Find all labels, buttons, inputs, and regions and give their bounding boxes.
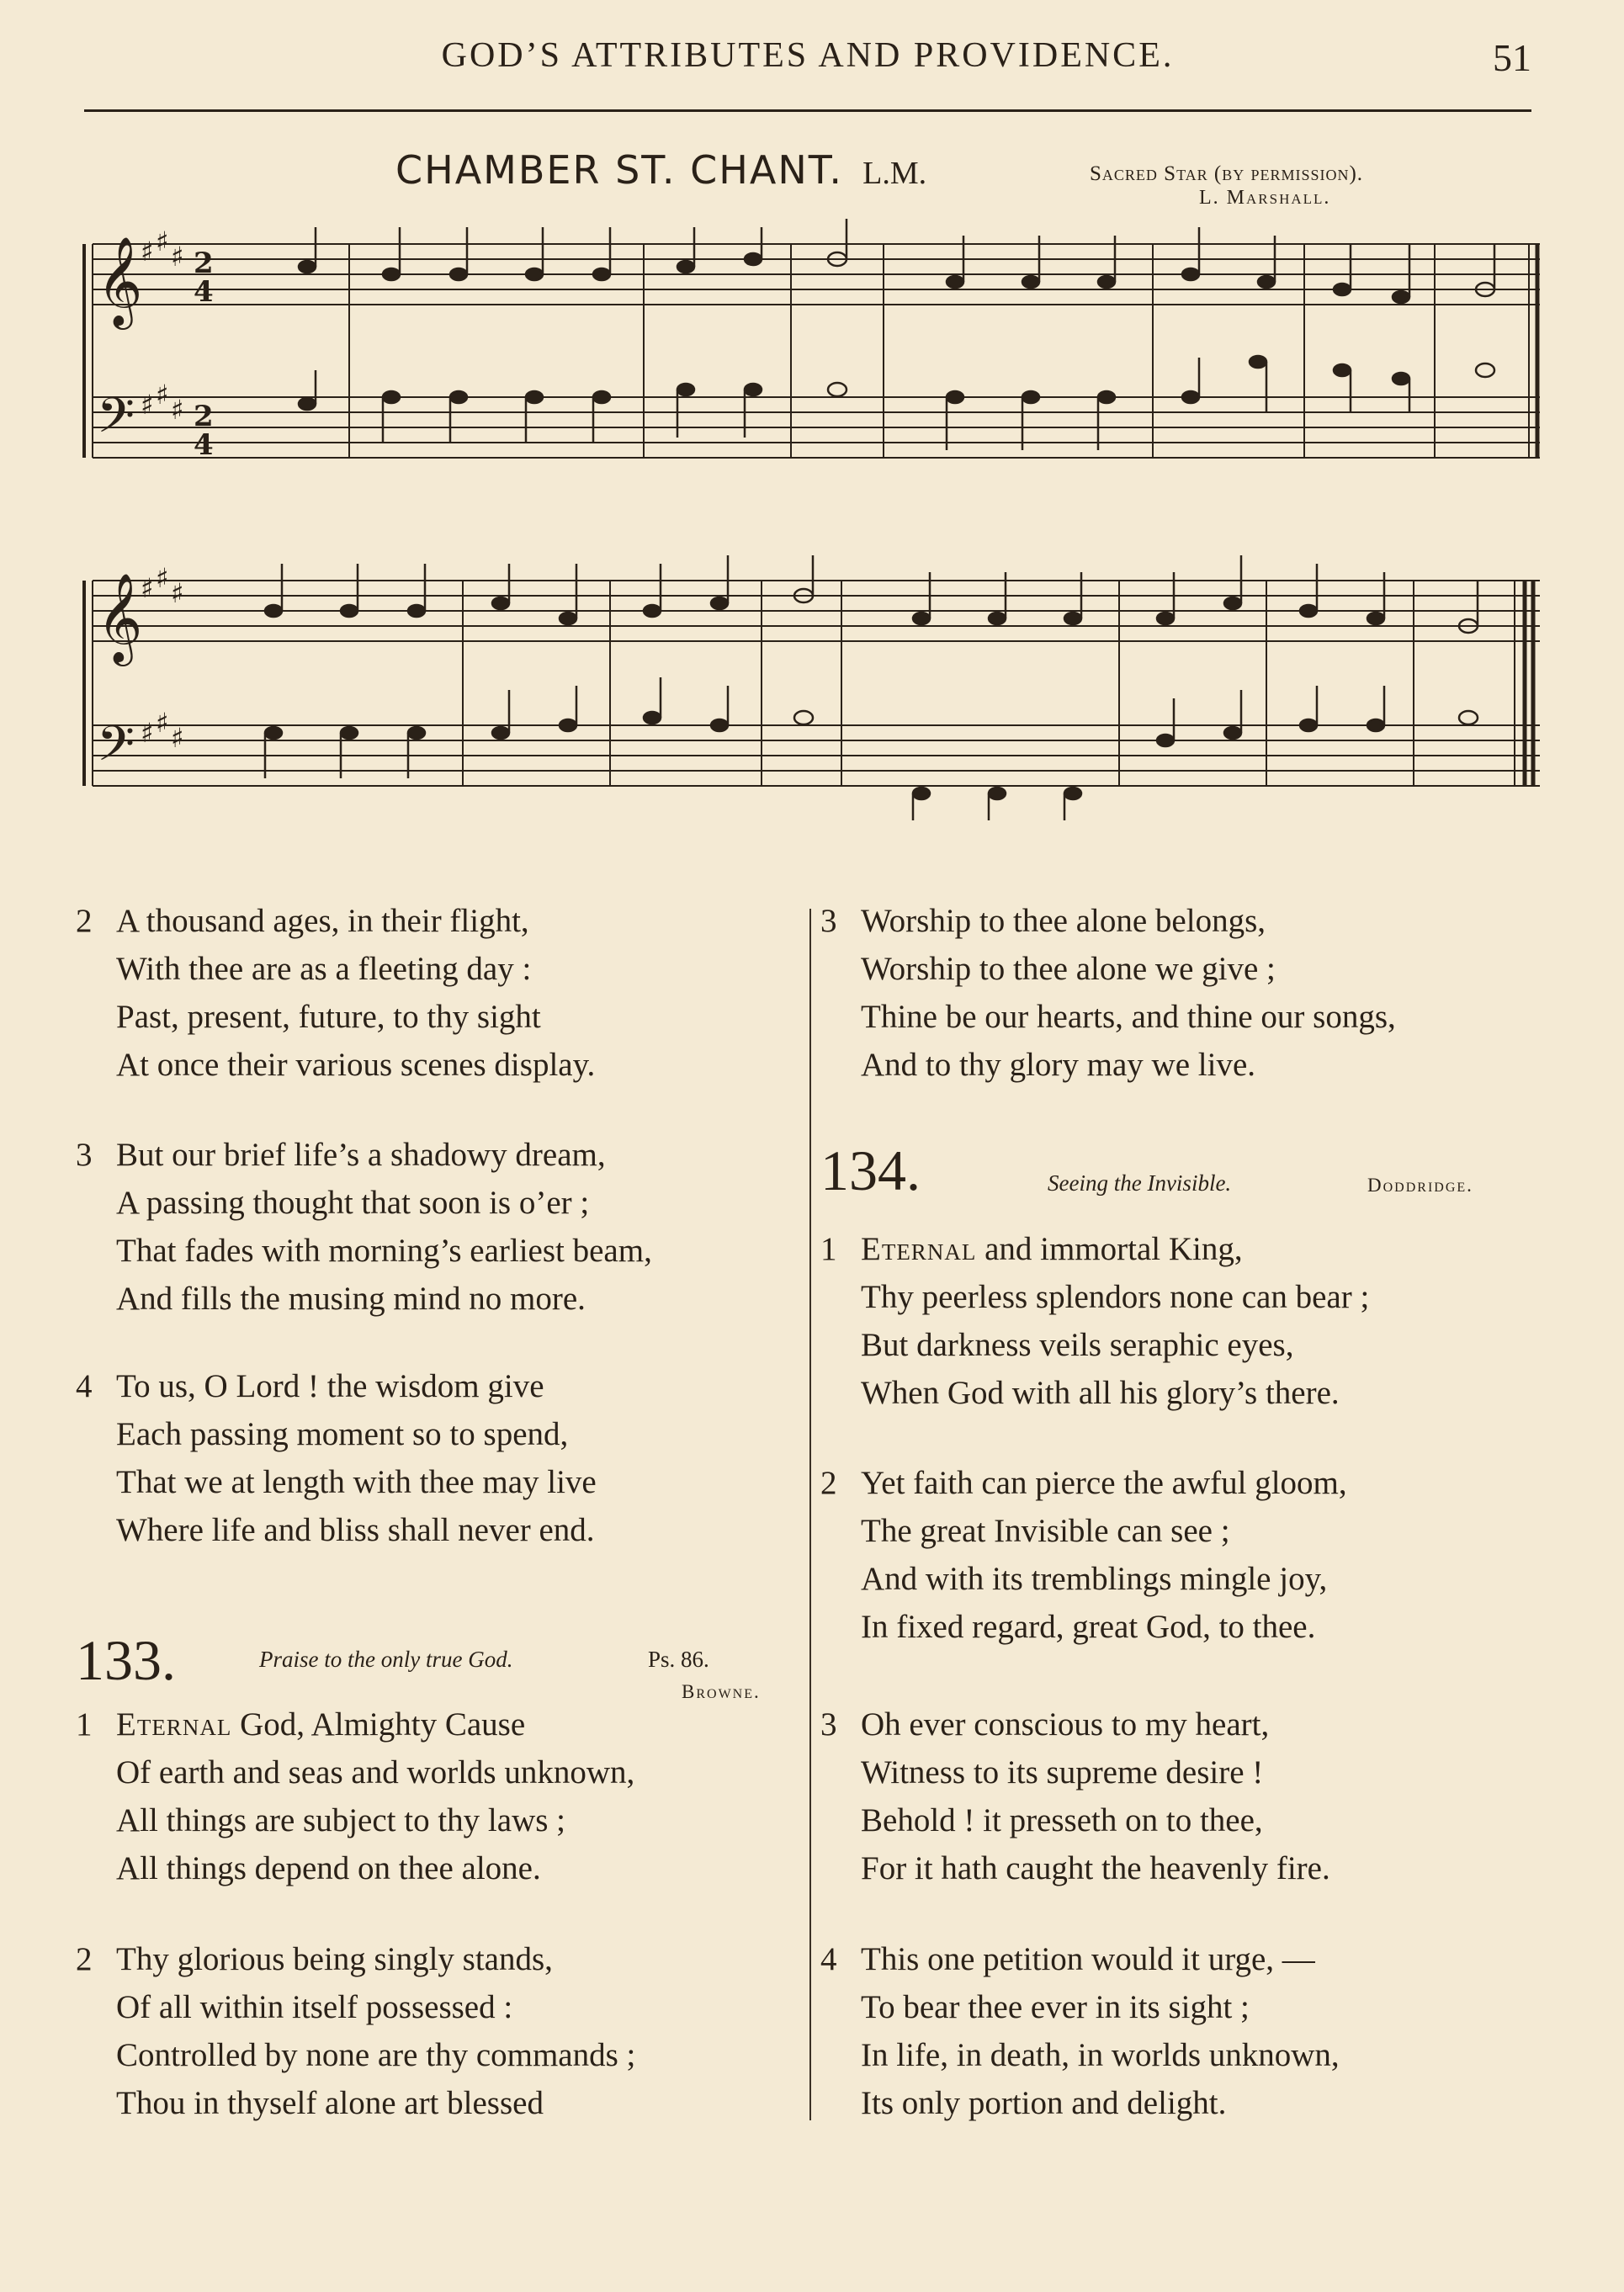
verse-text: And fills the musing mind no more. xyxy=(116,1281,586,1317)
stanza-right-3 xyxy=(820,897,1561,1089)
verse-line xyxy=(820,945,1561,993)
hymn-reference: Ps. 86. xyxy=(648,1647,709,1672)
verse-line xyxy=(76,1410,808,1458)
verse-text: Its only portion and delight. xyxy=(861,2085,1227,2121)
first-line-rest: God, Almighty Cause xyxy=(231,1706,526,1743)
verse-text: Controlled by none are thy commands ; xyxy=(116,2037,636,2073)
verse-line xyxy=(76,1275,808,1323)
verse-text: With thee are as a fleeting day : xyxy=(116,951,532,987)
stanza-left-2 xyxy=(76,897,808,1089)
verse-line xyxy=(76,1131,808,1179)
verse-text: Thou in thyself alone art blessed xyxy=(116,2085,544,2121)
music-system-1 xyxy=(80,210,1544,496)
svg-text:♯: ♯ xyxy=(156,225,169,257)
verse-text: And with its tremblings mingle joy, xyxy=(861,1561,1328,1597)
running-title: GOD’S ATTRIBUTES AND PROVIDENCE. xyxy=(441,36,1175,75)
verse-line xyxy=(76,1362,808,1410)
stanza-134-3 xyxy=(820,1700,1561,1892)
staff-system-1 xyxy=(80,210,1544,496)
verse-line xyxy=(76,1844,808,1892)
svg-text:𝄞: 𝄞 xyxy=(97,572,143,662)
tune-heading xyxy=(395,147,926,198)
stanza-number: 4 xyxy=(76,1368,93,1404)
svg-text:𝄞: 𝄞 xyxy=(97,236,143,326)
first-word: Eternal xyxy=(116,1706,232,1743)
header-rule xyxy=(84,109,1531,112)
verse-text: Past, present, future, to thy sight xyxy=(116,999,541,1035)
verse-line xyxy=(820,1369,1561,1417)
verse-text: Each passing moment so to spend, xyxy=(116,1416,569,1452)
verse-text: All things are subject to thy laws ; xyxy=(116,1802,566,1838)
svg-text:♯: ♯ xyxy=(141,717,154,749)
svg-text:2: 2 xyxy=(194,400,214,433)
verse-text: But our brief life’s a shadowy dream, xyxy=(116,1137,606,1173)
verse-line xyxy=(820,1321,1561,1369)
verse-text: The great Invisible can see ; xyxy=(861,1513,1230,1549)
first-line-rest: and immortal King, xyxy=(976,1231,1243,1267)
stanza-number: 3 xyxy=(820,1706,837,1743)
tune-name: CHAMBER ST. CHANT. xyxy=(395,147,844,193)
verse-text: That fades with morning’s earliest beam, xyxy=(116,1233,652,1269)
verse-text: But darkness veils seraphic eyes, xyxy=(861,1327,1294,1363)
stanza-133-1 xyxy=(76,1700,808,1892)
verse-text: When God with all his glory’s there. xyxy=(861,1375,1340,1411)
stanza-133-2 xyxy=(76,1935,808,2127)
svg-text:♯: ♯ xyxy=(141,236,154,268)
hymn-133-heading xyxy=(76,1628,808,1702)
verse-line xyxy=(820,1459,1561,1507)
stanza-number: 3 xyxy=(76,1137,93,1173)
staff-system-2 xyxy=(80,539,1544,825)
verse-line xyxy=(820,1273,1561,1321)
verse-text: All things depend on thee alone. xyxy=(116,1850,541,1886)
verse-text: Where life and bliss shall never end. xyxy=(116,1512,595,1548)
svg-text:♯: ♯ xyxy=(171,577,184,609)
hymn-134-heading xyxy=(820,1138,1561,1208)
stanza-number: 4 xyxy=(820,1941,837,1977)
verse-line xyxy=(76,1041,808,1089)
verse-text xyxy=(116,1700,525,1748)
stanza-134-4 xyxy=(820,1935,1561,2127)
verse-text: Thy glorious being singly stands, xyxy=(116,1941,553,1977)
verse-text: Behold ! it presseth on to thee, xyxy=(861,1802,1263,1838)
music-system-2 xyxy=(80,539,1544,825)
svg-text:♯: ♯ xyxy=(171,394,184,426)
verse-text: To bear thee ever in its sight ; xyxy=(861,1989,1250,2025)
verse-text xyxy=(861,1225,1243,1273)
stanza-number: 2 xyxy=(76,903,93,939)
stanza-134-2 xyxy=(820,1459,1561,1651)
verse-text: In fixed regard, great God, to thee. xyxy=(861,1609,1316,1645)
verse-text: To us, O Lord ! the wisdom give xyxy=(116,1368,544,1404)
svg-text:2: 2 xyxy=(194,247,214,280)
hymn-number: 134. xyxy=(820,1138,921,1202)
verse-text: A thousand ages, in their flight, xyxy=(116,903,529,939)
stanza-number: 1 xyxy=(820,1231,837,1267)
hymn-author: Browne. xyxy=(682,1681,761,1702)
verse-line xyxy=(76,2031,808,2079)
svg-text:4: 4 xyxy=(194,428,214,462)
verse-line xyxy=(76,993,808,1041)
verse-line xyxy=(76,1700,808,1748)
tune-meter: L.M. xyxy=(862,156,927,191)
stanza-number: 2 xyxy=(820,1465,837,1501)
verse-text: Of earth and seas and worlds unknown, xyxy=(116,1754,635,1791)
verse-line xyxy=(76,1227,808,1275)
verse-text: Witness to its supreme desire ! xyxy=(861,1754,1264,1791)
verse-line xyxy=(820,2079,1561,2127)
page-number: 51 xyxy=(1493,36,1531,79)
verse-line xyxy=(76,2079,808,2127)
verse-line xyxy=(820,1507,1561,1555)
verse-line xyxy=(820,1225,1561,1273)
verse-text: Yet faith can pierce the awful gloom, xyxy=(861,1465,1347,1501)
svg-text:♯: ♯ xyxy=(156,707,169,739)
verse-line xyxy=(820,1748,1561,1796)
verse-line xyxy=(76,1458,808,1506)
hymn-title: Seeing the Invisible. xyxy=(1048,1170,1232,1196)
verse-text: At once their various scenes display. xyxy=(116,1047,596,1083)
verse-line xyxy=(820,1983,1561,2031)
hymn-title: Praise to the only true God. xyxy=(259,1647,513,1672)
verse-line xyxy=(76,1983,808,2031)
verse-line xyxy=(820,1041,1561,1089)
stanza-134-1 xyxy=(820,1225,1561,1417)
svg-text:♯: ♯ xyxy=(156,562,169,594)
stanza-number: 2 xyxy=(76,1941,93,1977)
verse-line xyxy=(820,1700,1561,1748)
verse-line xyxy=(76,1935,808,1983)
running-header xyxy=(84,35,1531,86)
svg-text:𝄢: 𝄢 xyxy=(97,715,135,784)
verse-line xyxy=(76,897,808,945)
verse-line xyxy=(820,1844,1561,1892)
verse-text: And to thy glory may we live. xyxy=(861,1047,1256,1083)
svg-text:♯: ♯ xyxy=(156,379,169,411)
first-word: Eternal xyxy=(861,1231,977,1267)
verse-line xyxy=(76,1796,808,1844)
svg-text:♯: ♯ xyxy=(171,722,184,754)
verse-line xyxy=(820,897,1561,945)
verse-line xyxy=(76,945,808,993)
verse-text: Thy peerless splendors none can bear ; xyxy=(861,1279,1370,1315)
stanza-number: 3 xyxy=(820,903,837,939)
verse-text: Of all within itself possessed : xyxy=(116,1989,513,2025)
verse-line xyxy=(76,1506,808,1554)
verse-text: Oh ever conscious to my heart, xyxy=(861,1706,1270,1743)
svg-text:4: 4 xyxy=(194,275,214,309)
svg-text:♯: ♯ xyxy=(141,389,154,421)
svg-text:♯: ♯ xyxy=(171,241,184,273)
verse-text: That we at length with thee may live xyxy=(116,1464,597,1500)
verse-text: This one petition would it urge, — xyxy=(861,1941,1315,1977)
hymn-number: 133. xyxy=(76,1628,176,1692)
verse-text: A passing thought that soon is o’er ; xyxy=(116,1185,590,1221)
tune-composer: L. Marshall. xyxy=(1199,187,1331,209)
verse-line xyxy=(820,1796,1561,1844)
verse-text: Worship to thee alone we give ; xyxy=(861,951,1276,987)
tune-source: Sacred Star (by permission). xyxy=(1090,162,1364,185)
verse-line xyxy=(820,1935,1561,1983)
verse-text: Thine be our hearts, and thine our songs, xyxy=(861,999,1396,1035)
verse-line xyxy=(820,2031,1561,2079)
verse-text: For it hath caught the heavenly fire. xyxy=(861,1850,1330,1886)
column-rule xyxy=(809,909,811,2120)
svg-text:𝄢: 𝄢 xyxy=(97,387,135,456)
verse-line xyxy=(820,1603,1561,1651)
verse-line xyxy=(820,1555,1561,1603)
verse-line xyxy=(820,993,1561,1041)
stanza-number: 1 xyxy=(76,1706,93,1743)
verse-text: In life, in death, in worlds unknown, xyxy=(861,2037,1340,2073)
hymn-author: Doddridge. xyxy=(1367,1175,1473,1196)
verse-line xyxy=(76,1748,808,1796)
stanza-left-3 xyxy=(76,1131,808,1323)
stanza-left-4 xyxy=(76,1362,808,1554)
verse-line xyxy=(76,1179,808,1227)
svg-text:♯: ♯ xyxy=(141,572,154,604)
verse-text: Worship to thee alone belongs, xyxy=(861,903,1266,939)
